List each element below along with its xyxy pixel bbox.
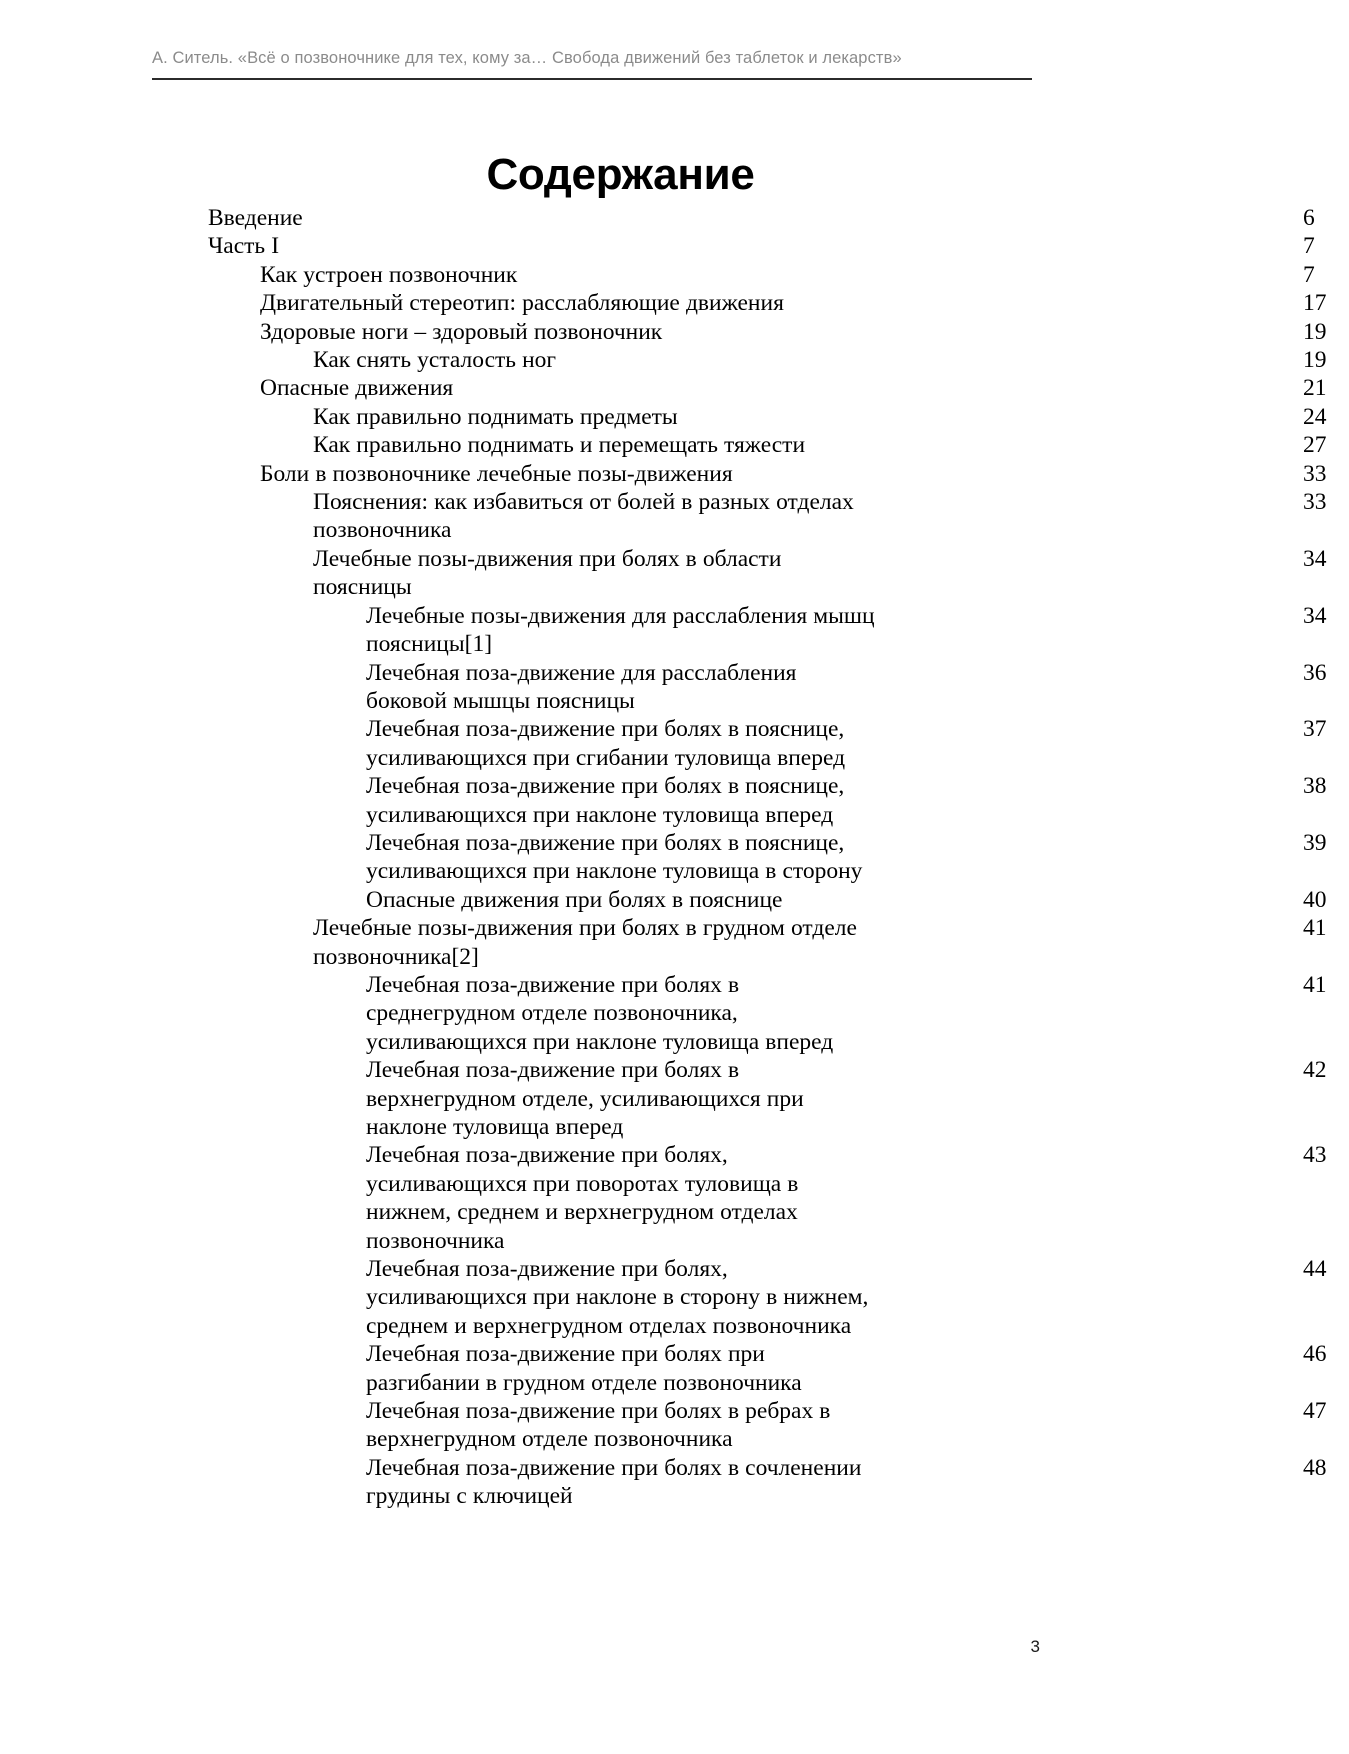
toc-entry-title: Лечебная поза-движение при болях в ребрах в верхнегрудном отделе позвоночника xyxy=(366,1398,831,1453)
toc-entry-title: Двигательный стереотип: расслабляющие движения xyxy=(260,290,784,317)
toc-entry-page-number: 7 xyxy=(1303,261,1315,288)
toc-entry-title: Лечебные позы-движения при болях в грудном отделе позвоночника[2] xyxy=(313,915,857,970)
toc-entry[interactable] xyxy=(260,374,1327,402)
toc-entry[interactable] xyxy=(260,318,1327,346)
toc-entry-page-number: 17 xyxy=(1303,290,1327,317)
toc-entry[interactable] xyxy=(208,204,1315,232)
toc-entry[interactable] xyxy=(366,1454,1327,1511)
toc-entry-page-number: 39 xyxy=(1303,829,1327,856)
toc-entry-page-number: 19 xyxy=(1303,318,1327,345)
toc-entry[interactable] xyxy=(260,261,1315,289)
toc-entry-title: Опасные движения xyxy=(260,375,454,402)
toc-entry[interactable] xyxy=(366,659,1327,716)
toc-entry-title: Опасные движения при болях в пояснице xyxy=(366,886,783,913)
toc-entry[interactable] xyxy=(313,346,1327,374)
toc-entry[interactable] xyxy=(366,772,1327,829)
toc-entry[interactable] xyxy=(366,971,1327,1056)
toc-entry[interactable] xyxy=(260,460,1327,488)
table-of-contents xyxy=(0,204,1327,1511)
toc-entry[interactable] xyxy=(366,1340,1327,1397)
toc-entry[interactable] xyxy=(366,1056,1327,1141)
toc-entry-title: Боли в позвоночнике лечебные позы-движения xyxy=(260,460,733,487)
toc-entry[interactable] xyxy=(366,1141,1327,1255)
toc-entry[interactable] xyxy=(366,1255,1327,1340)
toc-entry-page-number: 46 xyxy=(1303,1341,1327,1368)
toc-entry-page-number: 33 xyxy=(1303,460,1327,487)
toc-entry-page-number: 38 xyxy=(1303,773,1327,800)
toc-entry-title: Как правильно поднимать и перемещать тяжести xyxy=(313,432,806,459)
toc-entry-title: Лечебная поза-движение при болях, усиливающихся при поворотах туловища в нижнем, среднем и верхнегрудном отделах позвоночника xyxy=(366,1142,799,1254)
toc-entry-title: Лечебная поза-движение при болях в пояснице, усиливающихся при наклоне туловища в сторону xyxy=(366,829,863,885)
toc-entry[interactable] xyxy=(366,1397,1327,1454)
toc-entry-title: Лечебные позы-движения при болях в области поясницы xyxy=(313,545,782,601)
toc-entry-page-number: 37 xyxy=(1303,716,1327,743)
toc-entry-title: Лечебная поза-движение для расслабления боковой мышцы поясницы xyxy=(366,659,797,714)
toc-entry-title: Лечебная поза-движение при болях в верхнегрудном отделе, усиливающихся при наклоне туловища вперед xyxy=(366,1057,804,1140)
toc-entry-page-number: 41 xyxy=(1303,971,1327,998)
toc-entry-title: Пояснения: как избавиться от болей в разных отделах позвоночника xyxy=(313,489,854,544)
toc-entry-page-number: 43 xyxy=(1303,1142,1327,1169)
toc-entry-title: Как снять усталость ног xyxy=(313,347,557,374)
toc-entry[interactable] xyxy=(366,715,1327,772)
toc-entry-title: Введение xyxy=(208,205,303,231)
toc-entry-page-number: 33 xyxy=(1303,489,1327,516)
toc-entry[interactable] xyxy=(260,289,1327,317)
running-header: А. Ситель. «Всё о позвоночнике для тех, кому за… Свобода движений без таблеток и лекарств» xyxy=(152,49,902,67)
toc-entry[interactable] xyxy=(313,403,1327,431)
toc-entry-title: Лечебная поза-движение при болях в среднегрудном отделе позвоночника, усиливающихся при наклоне туловища вперед xyxy=(366,971,834,1055)
toc-entry-title: Часть I xyxy=(208,233,280,260)
toc-entry-title: Лечебная поза-движение при болях в пояснице, усиливающихся при наклоне туловища вперед xyxy=(366,773,845,828)
toc-entry-page-number: 34 xyxy=(1303,545,1327,572)
toc-entry[interactable] xyxy=(366,886,1327,914)
toc-entry-page-number: 42 xyxy=(1303,1057,1327,1084)
toc-entry[interactable] xyxy=(366,602,1327,659)
toc-entry-page-number: 47 xyxy=(1303,1398,1327,1425)
toc-entry-page-number: 44 xyxy=(1303,1256,1327,1283)
toc-entry[interactable] xyxy=(208,232,1315,260)
page-title: Содержание xyxy=(486,150,755,200)
toc-entry-title: Лечебная поза-движение при болях при разгибании в грудном отделе позвоночника xyxy=(366,1341,802,1396)
toc-entry[interactable] xyxy=(313,431,1327,459)
header-rule xyxy=(152,78,1032,80)
toc-entry-page-number: 7 xyxy=(1303,233,1315,260)
toc-entry-title: Как устроен позвоночник xyxy=(260,261,518,288)
toc-entry-title: Как правильно поднимать предметы xyxy=(313,403,678,430)
toc-entry[interactable] xyxy=(313,545,1327,602)
toc-entry-page-number: 21 xyxy=(1303,375,1327,402)
toc-entry-page-number: 41 xyxy=(1303,915,1327,942)
toc-entry[interactable] xyxy=(313,488,1327,545)
toc-entry-title: Лечебная поза-движение при болях в сочленении грудины с ключицей xyxy=(366,1454,862,1510)
toc-entry-page-number: 6 xyxy=(1303,205,1315,231)
toc-entry-page-number: 40 xyxy=(1303,886,1327,913)
toc-entry-title: Лечебная поза-движение при болях, усиливающихся при наклоне в сторону в нижнем, среднем и верхнегрудном отделах позвоночника xyxy=(366,1256,869,1339)
toc-entry-page-number: 34 xyxy=(1303,602,1327,629)
toc-entry-page-number: 19 xyxy=(1303,347,1327,374)
toc-entry[interactable] xyxy=(313,914,1327,971)
page-folio: 3 xyxy=(1030,1637,1040,1656)
toc-entry-page-number: 48 xyxy=(1303,1454,1327,1481)
toc-entry-page-number: 27 xyxy=(1303,432,1327,459)
toc-entry-title: Лечебные позы-движения для расслабления мышц поясницы[1] xyxy=(366,602,875,658)
toc-entry-title: Лечебная поза-движение при болях в пояснице, усиливающихся при сгибании туловища вперед xyxy=(366,716,846,771)
toc-entry-title: Здоровые ноги – здоровый позвоночник xyxy=(260,318,663,345)
toc-entry[interactable] xyxy=(366,829,1327,886)
toc-entry-page-number: 36 xyxy=(1303,659,1327,686)
toc-entry-page-number: 24 xyxy=(1303,403,1327,430)
